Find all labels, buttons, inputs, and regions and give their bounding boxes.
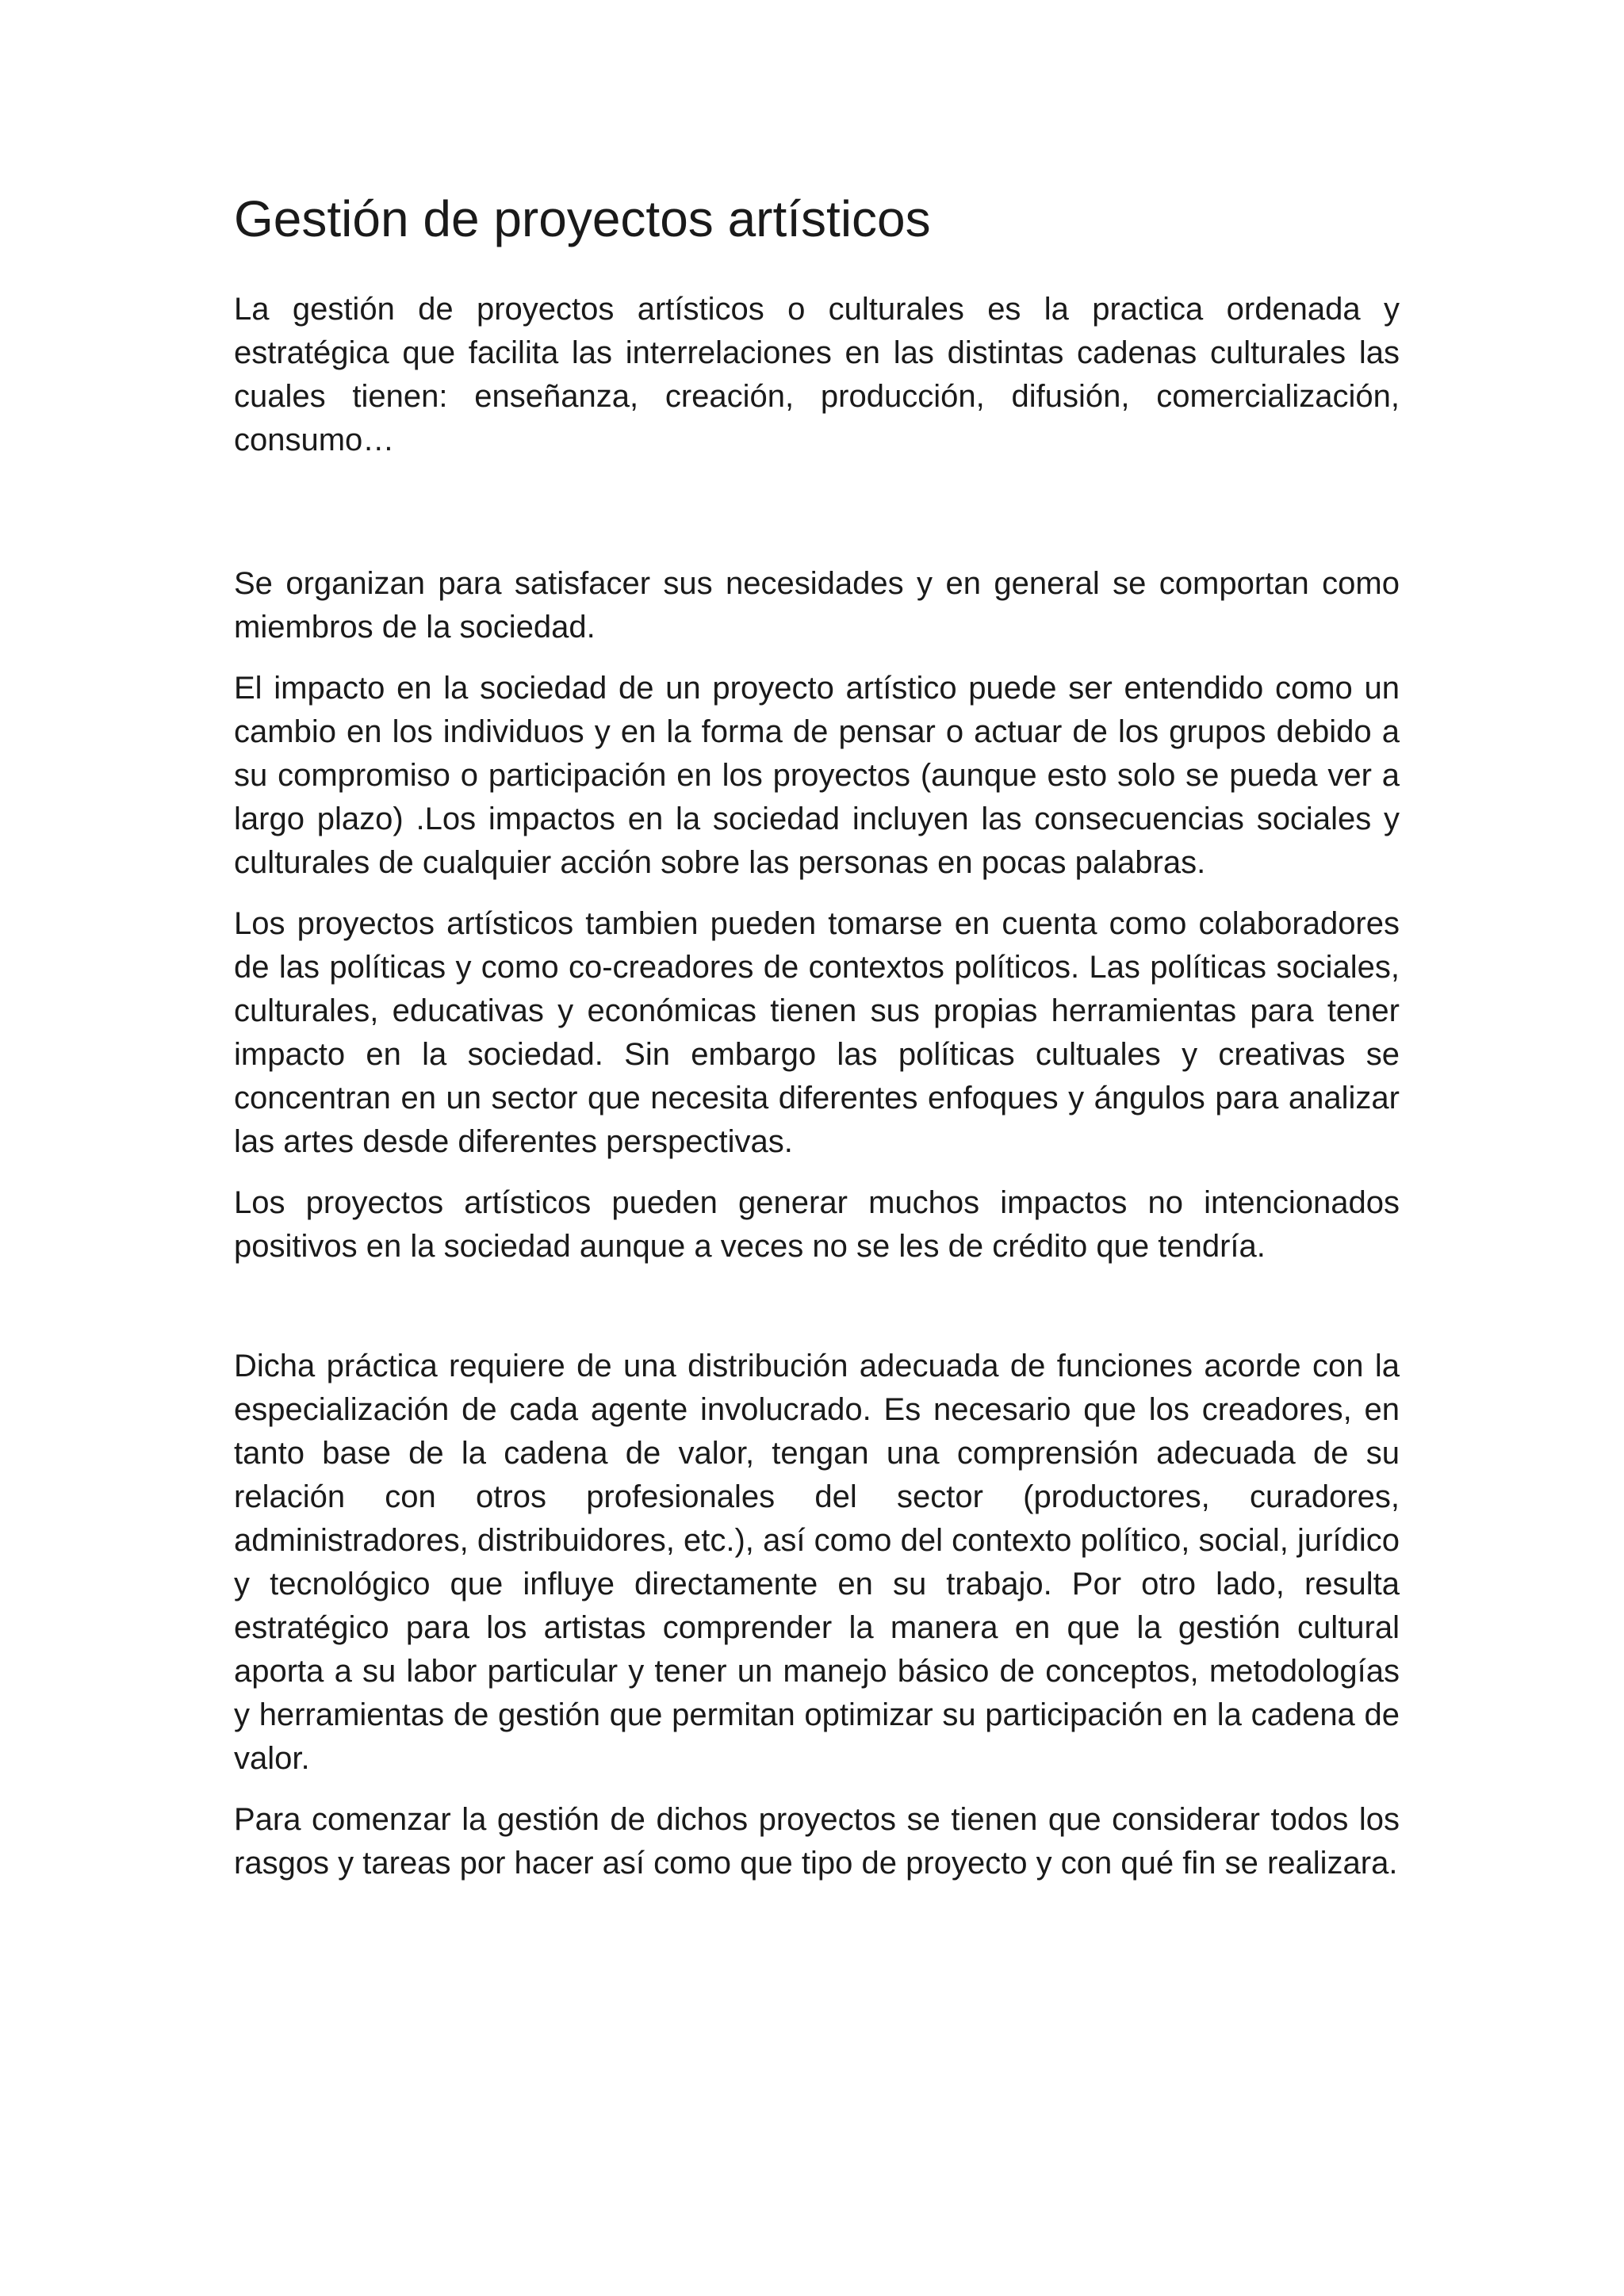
paragraph-organization: Se organizan para satisfacer sus necesidades y en general se comportan como miembros de la sociedad. (234, 565, 1400, 645)
paragraph-policies: Los proyectos artísticos tambien pueden tomarse en cuenta como colaboradores de las políticas y como co-creadores de contextos políticos. Las políticas sociales, culturales, educativas y económicas tienen sus propias herramientas para tener impacto en la sociedad. Sin embargo las políticas cultuales y creativas se concentran en un sector que necesita diferentes enfoques y ángulos para analizar las artes desde diferentes perspectivas. (234, 905, 1400, 1159)
paragraph-intro: La gestión de proyectos artísticos o culturales es la practica ordenada y estratégica que facilita las interrelaciones en las distintas cadenas culturales las cuales tienen: enseñanza, creación, producción, difusión, comercialización, consumo… (234, 291, 1400, 457)
document-body (234, 189, 1400, 1903)
paragraph-practice: Dicha práctica requiere de una distribución adecuada de funciones acorde con la especialización de cada agente involucrado. Es necesario que los creadores, en tanto base de la cadena de valor, tengan una comprensión adecuada de su relación con otros profesionales del sector (productores, curadores, administradores, distribuidores, etc.), así como del contexto político, social, jurídico y tecnológico que influye directamente en su trabajo. Por otro lado, resulta estratégico para los artistas comprender la manera en que la gestión cultural aporta a su labor particular y tener un manejo básico de conceptos, metodologías y herramientas de gestión que permitan optimizar su participación en la cadena de valor. (234, 1348, 1400, 1776)
page-title: Gestión de proyectos artísticos (234, 190, 931, 247)
paragraph-impact: El impacto en la sociedad de un proyecto artístico puede ser entendido como un cambio en los individuos y en la forma de pensar o actuar de los grupos debido a su compromiso o participación en los proyectos (aunque esto solo se pueda ver a largo plazo) .Los impactos en la sociedad incluyen las consecuencias sociales y culturales de cualquier acción sobre las personas en pocas palabras. (234, 670, 1400, 880)
paragraph-conclusion: Para comenzar la gestión de dichos proyectos se tienen que considerar todos los rasgos y tareas por hacer así como que tipo de proyecto y con qué fin se realizara. (234, 1801, 1400, 1881)
paragraph-unintended-impacts: Los proyectos artísticos pueden generar muchos impactos no intencionados positivos en la sociedad aunque a veces no se les de crédito que tendría. (234, 1184, 1400, 1264)
